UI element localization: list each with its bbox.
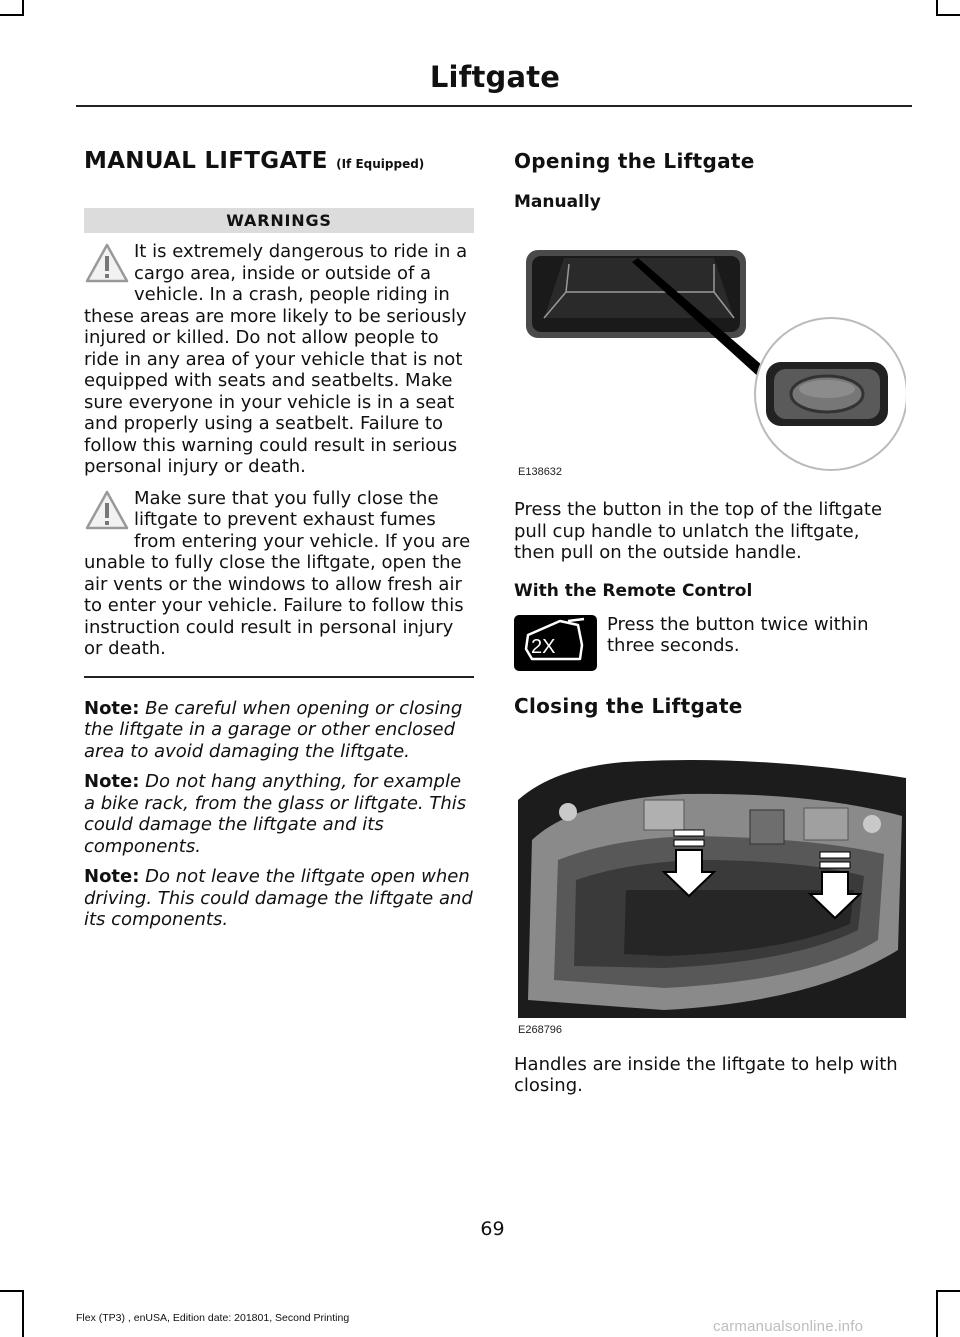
edition-footer: Flex (TP3) , enUSA, Edition date: 201801, Second Printing [76,1312,350,1324]
crop-mark [0,1290,24,1292]
note-text: Do not leave the liftgate open when driving. This could damage the liftgate and its components. [84,866,473,930]
note-text: Be careful when opening or closing the liftgate in a garage or other enclosed area to avoid damaging the liftgate. [84,697,463,762]
section-heading-suffix: (If Equipped) [336,157,425,171]
note [84,698,474,763]
manually-instructions: Press the button in the top of the liftgate pull cup handle to unlatch the liftgate, then pull on the outside handle. [514,499,883,563]
figure-code: E268796 [518,1023,563,1036]
opening-heading: Opening the Liftgate [514,149,755,173]
crop-mark [936,1290,960,1292]
manually-heading: Manually [514,192,601,212]
closing-heading: Closing the Liftgate [514,693,743,718]
note [84,771,474,857]
note-label: Note: [84,697,140,719]
crop-mark [936,0,938,16]
crop-mark [936,14,960,16]
warning-triangle-icon [84,488,130,532]
remote-instruction-text: Press the button twice within three seconds. [607,613,869,656]
liftgate-interior-figure [514,740,906,1038]
note-label: Note: [84,866,140,887]
liftgate-handle-figure [514,222,906,480]
page-number: 69 [480,1218,505,1240]
remote-liftgate-icon [514,615,597,671]
liftgate-button-illustration [514,222,906,480]
warnings-header: WARNINGS [84,208,474,233]
warning-text: It is extremely dangerous to ride in a cargo area, inside or outside of a vehicle. In a crash, people riding in these areas are more likely to be seriously injured or killed. Do not allow people to ride in any area of your vehicle that is not equipped with seats and seatbelts. Make sure everyone in your vehicle is in a seat and properly using a seatbelt. Failure to follow this warning could result in serious personal injury or death. [84,241,468,477]
page-title: Liftgate [429,60,561,94]
warning-triangle-icon [84,241,130,285]
crop-mark [22,1290,24,1337]
liftgate-2x-icon [514,615,597,671]
figure-code: E138632 [518,466,563,478]
note-text: Do not hang anything, for example a bike rack, from the glass or liftgate. This could damage the liftgate and its components. [84,771,467,857]
note [84,866,474,931]
left-column [84,140,474,931]
watermark: carmanualsonline.info [713,1318,864,1335]
remote-icon-text: 2X [531,635,556,658]
remote-heading: With the Remote Control [514,580,753,601]
remote-instruction [514,614,906,674]
warning-item [84,488,474,660]
section-heading [84,148,474,174]
warning-item [84,241,474,478]
right-column [514,140,906,1097]
section-divider [84,676,474,678]
crop-mark [936,1290,938,1337]
header-divider [76,105,912,107]
crop-mark [22,0,24,16]
liftgate-interior-illustration [514,740,906,1018]
section-heading-text: MANUAL LIFTGATE [84,148,328,174]
closing-instructions: Handles are inside the liftgate to help with closing. [514,1053,898,1096]
warning-text: Make sure that you fully close the liftgate to prevent exhaust fumes from entering your vehicle. If you are unable to fully close the liftgate, open the air vents or the windows to allow fresh air to enter your vehicle. Failure to follow this instruction could result in personal injury or death. [84,487,471,659]
crop-mark [0,14,24,16]
note-label: Note: [84,771,140,792]
